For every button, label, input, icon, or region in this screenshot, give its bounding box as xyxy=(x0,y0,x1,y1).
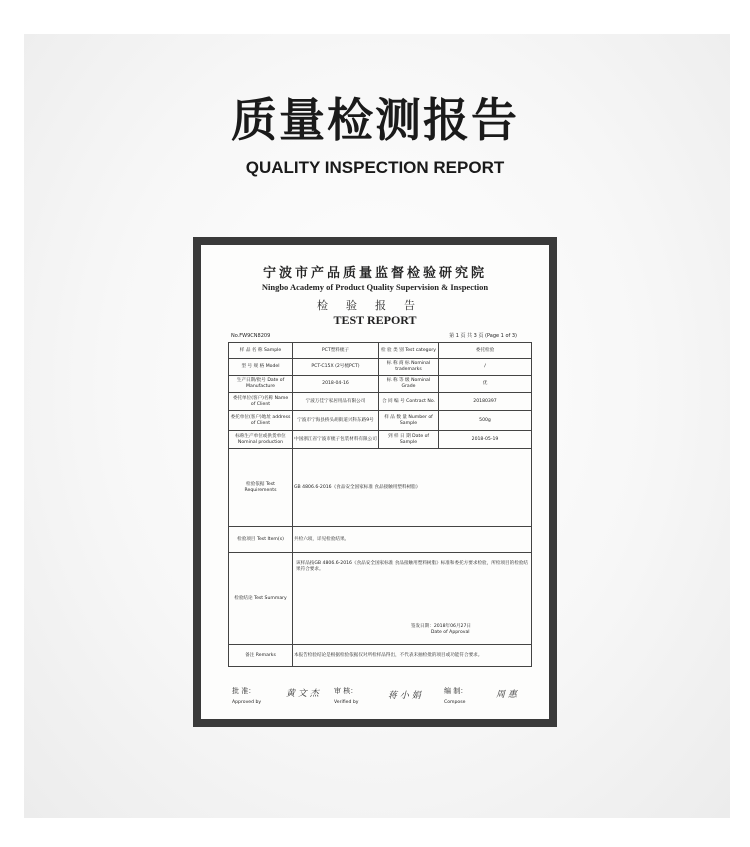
table-row xyxy=(229,411,532,431)
report-table xyxy=(228,342,532,667)
certificate-paper xyxy=(201,245,549,719)
cell-label: 标称生产单位或供货单位 Nominal production xyxy=(229,431,293,449)
signature-block xyxy=(228,687,531,715)
cell-value: 500g xyxy=(439,411,532,431)
table-row xyxy=(229,553,532,645)
verified-label: 审 核： xyxy=(334,687,358,695)
cell-label: 委托单位(客户)名称 Name of Client xyxy=(229,393,293,411)
institution-name-en: Ningbo Academy of Product Quality Supervision & Inspection xyxy=(261,282,489,292)
cell-value: / xyxy=(439,359,532,376)
issue-date-en: Date of Approval xyxy=(430,630,470,635)
issue-date-block xyxy=(411,624,471,636)
cell-label: 合 同 编 号 Contract No. xyxy=(379,393,439,411)
approved-label-en: Approved by xyxy=(232,700,262,705)
compose-label-en: Compose xyxy=(444,700,466,705)
cell-label: 到 样 日 期 Date of Sample xyxy=(379,431,439,449)
report-document xyxy=(201,245,549,719)
institution-name-cn: 宁波市产品质量监督检验研究院 xyxy=(262,266,487,281)
table-row xyxy=(229,359,532,376)
cell-value: 2018-05-19 xyxy=(439,431,532,449)
report-title-en: TEST REPORT xyxy=(333,313,417,327)
cell-label: 生产日期/批号 Date of Manufacture xyxy=(229,376,293,393)
page-info: 第 1 页 共 3 页 (Page 1 of 3) xyxy=(449,333,517,339)
cell-value: PCT塑料梳子 xyxy=(293,343,379,359)
cell-value: PCT-C15X (2号梳PCT) xyxy=(293,359,379,376)
compose-signature: 周 惠 xyxy=(496,690,517,700)
cell-value: 20180397 xyxy=(439,393,532,411)
cell-value: 优 xyxy=(439,376,532,393)
table-row xyxy=(229,431,532,449)
table-row xyxy=(229,376,532,393)
cell-value: 宁波万佳宁家居用品有限公司 xyxy=(293,393,379,411)
cell-label: 样 品 数 量 Number of Sample xyxy=(379,411,439,431)
issue-date: 签发日期：2018年06月27日 xyxy=(410,624,471,629)
report-title-cn: 检验报告 xyxy=(317,299,433,312)
report-number: No.FW9CN8209 xyxy=(231,333,271,339)
cell-label: 标 称 等 级 Nominal Grade xyxy=(379,376,439,393)
table-row xyxy=(229,527,532,553)
compose-label: 编 制： xyxy=(444,687,468,695)
items-value: 共检六项，详见检验结果。 xyxy=(293,527,532,553)
cell-label: 检 验 类 别 Test category xyxy=(379,343,439,359)
page-title: 质量检测报告 xyxy=(231,93,519,147)
summary-label: 检验结论 Test Summary xyxy=(229,553,293,645)
table-row xyxy=(229,449,532,527)
page-subtitle: QUALITY INSPECTION REPORT xyxy=(245,158,505,177)
requirements-value: GB 4806.6-2016《食品安全国家标准 食品接触用塑料树脂》 xyxy=(293,449,532,527)
cell-value: 2018-04-16 xyxy=(293,376,379,393)
cell-label: 标 称 商 标 Nominal trademarks xyxy=(379,359,439,376)
cell-label: 样 品 名 称 Sample xyxy=(229,343,293,359)
cell-value: 宁波市宁海县桥头胡街道兴科东路9号 xyxy=(293,411,379,431)
cell-value: 中国浙江省宁波市梳子包装材料有限公司 xyxy=(293,431,379,449)
verified-signature: 蒋 小 娟 xyxy=(388,691,421,701)
summary-cell xyxy=(293,553,532,645)
cell-label: 委托单位(客户)地址 address of Client xyxy=(229,411,293,431)
items-label: 检验项目 Test Item(s) xyxy=(229,527,293,553)
table-row xyxy=(229,645,532,667)
approved-label: 批 准： xyxy=(232,687,256,695)
summary-value: 该样品按GB 4806.6-2016《食品安全国家标准 食品接触用塑料树脂》标准和委托方要求检验，所检项目的检验结果符合要求。 xyxy=(296,561,528,572)
cell-value: 委托检验 xyxy=(439,343,532,359)
remarks-label: 备注 Remarks xyxy=(229,645,293,667)
table-row xyxy=(229,343,532,359)
remarks-value: 本报告检验结论是根据检验依据仅对所检样品得出，不代表未抽检批的项目或功能符合要求。 xyxy=(293,645,532,667)
verified-label-en: Verified by xyxy=(334,700,359,705)
table-row xyxy=(229,393,532,411)
approved-signature: 黄 文 杰 xyxy=(286,689,319,699)
requirements-label: 检验依据 Test Requirements xyxy=(229,449,293,527)
cell-label: 型 号 规 格 Model xyxy=(229,359,293,376)
